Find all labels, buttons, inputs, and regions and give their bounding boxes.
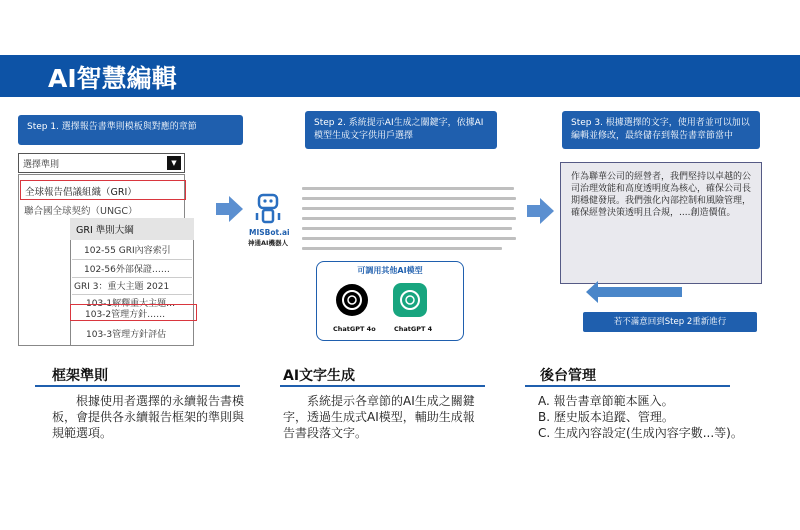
backend-list-item: A. 報告書章節範本匯入。 xyxy=(538,394,674,408)
submenu-item[interactable]: 102-55 GRI內容索引 xyxy=(84,246,171,256)
backend-list-item: C. 生成內容設定(生成內容字數...等)。 xyxy=(538,426,743,440)
section-title-backend: 後台管理 xyxy=(540,368,596,384)
step1-instruction: Step 1. 選擇報告書準則模板與對應的章節 xyxy=(18,115,243,145)
divider xyxy=(35,385,240,387)
divider xyxy=(72,259,192,260)
divider xyxy=(525,385,730,387)
divider xyxy=(72,277,192,278)
framework-select-value: 選擇準則 xyxy=(23,160,60,170)
backend-list-item: B. 歷史版本追蹤、管理。 xyxy=(538,410,674,424)
submenu-item-selected[interactable]: 103-2管理方針…… xyxy=(70,304,197,321)
section-body-framework: 根據使用者選擇的永續報告書模板，會提供各永續報告框架的準則與規範選項。 xyxy=(52,394,245,440)
arrow-left-icon xyxy=(586,280,686,304)
divider xyxy=(72,294,192,295)
submenu-item[interactable]: 103-1解釋重大主題… xyxy=(86,299,176,309)
robot-icon xyxy=(254,193,282,225)
bot-name: 神通AI機器人 xyxy=(248,239,288,247)
option-ungc[interactable]: 聯合國全球契約（UNGC） xyxy=(24,206,138,217)
framework-select[interactable] xyxy=(18,153,185,173)
submenu-item[interactable]: 102-56外部保證…… xyxy=(84,265,170,275)
gri-submenu-header: GRI 準則大綱 xyxy=(70,218,194,240)
model-name: ChatGPT 4o xyxy=(333,325,376,333)
page-title: AI智慧編輯 xyxy=(48,64,177,93)
title-banner xyxy=(0,55,800,97)
model-name: ChatGPT 4 xyxy=(394,325,433,333)
submenu-item[interactable]: 103-3管理方針評估 xyxy=(86,330,167,340)
chevron-down-icon[interactable]: ▼ xyxy=(167,156,181,170)
editable-text-area[interactable]: 作為聯華公司的經營者，我們堅持以卓越的公司治理效能和高度透明度為核心，確保公司長期穩健發展。我們強化內部控制和風險管理，確保經營決策透明且合規，....創造價值。 xyxy=(560,162,762,284)
retry-step2-button[interactable]: 若不滿意回到Step 2重新進行 xyxy=(583,312,757,332)
arrow-right-icon xyxy=(229,196,243,222)
section-body-ai-text: 系統提示各章節的AI生成之關鍵字，透過生成式AI模型，輔助生成報告書段落文字。 xyxy=(283,394,475,440)
chatgpt-4o-logo-icon[interactable] xyxy=(335,283,369,317)
submenu-item[interactable]: GRI 3：重大主題 2021 xyxy=(74,282,170,292)
divider xyxy=(280,385,485,387)
ai-models-title: 可調用其他AI模型 xyxy=(357,266,423,275)
bot-brand: MISBot.ai xyxy=(249,228,290,237)
option-gri[interactable]: 全球報告倡議組織（GRI） xyxy=(20,180,186,200)
step2-instruction: Step 2. 系統提示AI生成之關鍵字，依據AI模型生成文字供用戶選擇 xyxy=(305,111,497,149)
arrow-right-icon xyxy=(527,205,541,217)
chatgpt-4-logo-icon[interactable] xyxy=(393,283,427,317)
section-title-ai-text: AI文字生成 xyxy=(283,368,356,384)
arrow-right-icon xyxy=(216,203,230,215)
arrow-right-icon xyxy=(540,198,554,224)
section-title-framework: 框架準則 xyxy=(52,368,108,384)
step3-instruction: Step 3. 根據選擇的文字，使用者並可以加以編輯並修改，最終儲存到報告書章節當中 xyxy=(562,111,760,149)
